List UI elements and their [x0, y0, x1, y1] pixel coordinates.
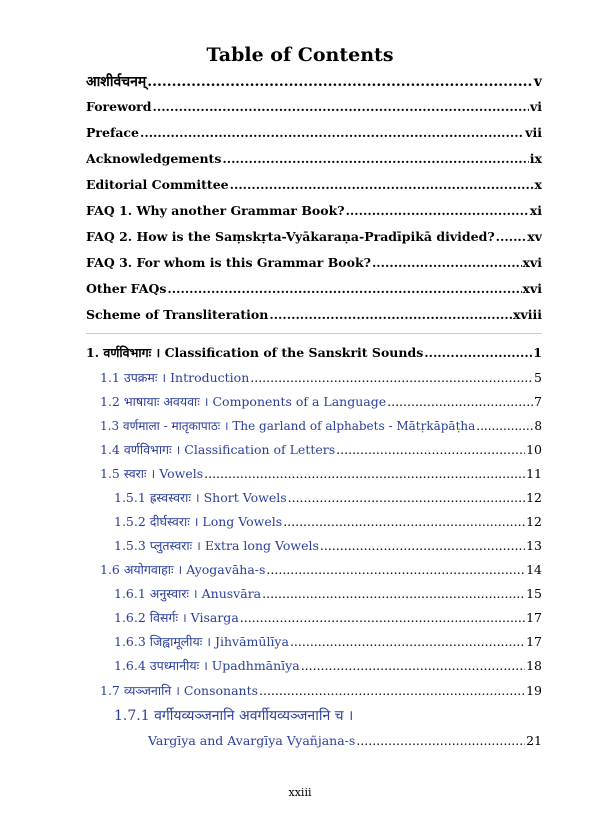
toc-entry-label: Vargīya and Avargīya Vyañjana-s: [148, 733, 356, 748]
toc-section-1-3[interactable]: [100, 417, 542, 434]
toc-section-1-4[interactable]: [100, 441, 542, 458]
toc-entry-label: 1.5.3 प्लुतस्वराः । Extra long Vowels: [114, 538, 319, 553]
toc-entry-scheme-of-transliteration[interactable]: [86, 307, 542, 322]
toc-entry-foreword[interactable]: [86, 99, 542, 114]
toc-entry-page: vi: [529, 99, 542, 114]
toc-entry-page: 13: [526, 538, 542, 553]
toc-entry-page: 19: [526, 683, 542, 698]
toc-section-1-7-1-continuation[interactable]: [148, 733, 542, 748]
leader-dots: [372, 255, 522, 270]
toc-section-1-6-3[interactable]: [114, 633, 542, 650]
toc-entry-page: 17: [526, 634, 542, 649]
toc-section-1-5-3[interactable]: [114, 537, 542, 554]
toc-entry-page: xv: [527, 229, 542, 244]
toc-chapter-1[interactable]: [86, 344, 542, 361]
toc-entry-page: 11: [526, 466, 542, 481]
toc-entry-other-faqs[interactable]: [86, 281, 542, 296]
leader-dots: [147, 74, 533, 90]
toc-entry-page: 12: [526, 490, 542, 505]
toc-entry-page: 18: [526, 658, 542, 673]
toc-entry-label: 1.5 स्वराः । Vowels: [100, 466, 204, 481]
toc-entry-label: Scheme of Transliteration: [86, 307, 269, 322]
leader-dots: [336, 442, 525, 457]
toc-entry-page: xviii: [513, 307, 542, 322]
toc-entry-label: 1.2 भाषायाः अवयवाः । Components of a Language: [100, 394, 387, 409]
toc-section-1-6[interactable]: [100, 561, 542, 578]
toc-entry-label: 1.5.2 दीर्घस्वराः । Long Vowels: [114, 514, 283, 529]
toc-entry-page: v: [533, 74, 542, 90]
leader-dots: [301, 658, 525, 673]
leader-dots: [320, 538, 525, 553]
toc-entry-page: vii: [525, 125, 542, 140]
leader-dots: [167, 281, 521, 296]
page-number: xxiii: [288, 786, 312, 799]
toc-entry-page: 10: [526, 442, 542, 457]
leader-dots: [356, 733, 525, 748]
toc-entry-faq-2[interactable]: [86, 229, 542, 244]
toc-entry-page: 21: [526, 733, 542, 748]
toc-entry-label: FAQ 3. For whom is this Grammar Book?: [86, 255, 371, 270]
toc-entry-editorial-committee[interactable]: [86, 177, 542, 192]
toc-entry-label: आशीर्वचनम्: [86, 74, 147, 90]
toc-entry-ashirvachanam[interactable]: [86, 72, 542, 91]
leader-dots: [387, 394, 533, 409]
toc-entry-label: Preface: [86, 125, 139, 140]
toc-section-1-5-2[interactable]: [114, 513, 542, 530]
toc-entry-page: xvi: [522, 281, 542, 296]
toc-section-1-6-2[interactable]: [114, 609, 542, 626]
toc-entry-faq-1[interactable]: [86, 203, 542, 218]
toc-entry-label: 1. वर्णविभागः । Classification of the Sanskrit Sounds: [86, 345, 424, 360]
toc-entry-page: 15: [526, 586, 542, 601]
toc-entry-label: 1.4 वर्णविभागः । Classification of Letters: [100, 442, 336, 457]
toc-section-1-1[interactable]: [100, 369, 542, 386]
leader-dots: [269, 307, 512, 322]
toc-entry-label: 1.6.1 अनुस्वारः । Anusvāra: [114, 586, 262, 601]
leader-dots: [283, 514, 525, 529]
leader-dots: [476, 419, 533, 433]
toc-entry-page: 14: [526, 562, 542, 577]
leader-dots: [346, 203, 529, 218]
divider: [86, 333, 542, 334]
toc-section-1-5-1[interactable]: [114, 489, 542, 506]
toc-entry-page: 7: [534, 394, 542, 409]
leader-dots: [240, 610, 525, 625]
toc-entry-acknowledgements[interactable]: [86, 151, 542, 166]
toc-entry-page: 12: [526, 514, 542, 529]
toc-entry-page: 17: [526, 610, 542, 625]
toc-entry-page: 5: [534, 370, 542, 385]
page-title: Table of Contents: [206, 44, 394, 66]
leader-dots: [204, 466, 525, 481]
toc-section-1-6-4[interactable]: [114, 657, 542, 674]
toc-entry-label: 1.3 वर्णमाला - मातृकापाठः । The garland of alphabets - Mātṛkāpāṭha: [100, 419, 476, 433]
toc-section-1-7-1[interactable]: 1.7.1 वर्गीयव्यञ्जनानि अवर्गीयव्यञ्जनानि च ।: [114, 708, 354, 724]
toc-entry-label: Foreword: [86, 99, 152, 114]
toc-entry-page: x: [534, 177, 542, 192]
toc-entry-label: 1.6 अयोगवाहाः । Ayogavāha-s: [100, 562, 266, 577]
toc-entry-label: 1.6.4 उपध्मानीयः । Upadhmānīya: [114, 658, 300, 673]
toc-entry-page: 1: [533, 345, 542, 360]
toc-entry-label: FAQ 2. How is the Saṃskṛta-Vyākaraṇa-Pradīpikā divided?: [86, 229, 495, 244]
leader-dots: [153, 99, 529, 114]
leader-dots: [262, 586, 525, 601]
toc-section-1-6-1[interactable]: [114, 585, 542, 602]
toc-entry-label: 1.6.3 जिह्वामूलीयः । Jihvāmūlīya: [114, 634, 289, 649]
toc-entry-page: xvi: [522, 255, 542, 270]
toc-entry-faq-3[interactable]: [86, 255, 542, 270]
toc-entry-label: 1.5.1 ह्रस्वस्वराः । Short Vowels: [114, 490, 287, 505]
leader-dots: [222, 151, 528, 166]
leader-dots: [496, 229, 527, 244]
toc-entry-label: Editorial Committee: [86, 177, 229, 192]
toc-entry-label: FAQ 1. Why another Grammar Book?: [86, 203, 345, 218]
leader-dots: [259, 683, 525, 698]
toc-entry-label: Acknowledgements: [86, 151, 222, 166]
toc-entry-page: ix: [529, 151, 542, 166]
toc-entry-page: 8: [534, 419, 542, 433]
toc-entry-label: 1.1 उपक्रमः । Introduction: [100, 370, 250, 385]
leader-dots: [230, 177, 534, 192]
toc-entry-preface[interactable]: [86, 125, 542, 140]
toc-entry-label: 1.6.2 विसर्गः । Visarga: [114, 610, 239, 625]
toc-entry-label: Other FAQs: [86, 281, 167, 296]
leader-dots: [424, 345, 532, 360]
toc-section-1-7[interactable]: [100, 682, 542, 699]
leader-dots: [290, 634, 525, 649]
leader-dots: [250, 370, 533, 385]
toc-section-1-2[interactable]: [100, 393, 542, 410]
toc-entry-label: 1.7 व्यञ्जनानि । Consonants: [100, 683, 259, 698]
leader-dots: [266, 562, 525, 577]
leader-dots: [288, 490, 525, 505]
toc-section-1-5[interactable]: [100, 465, 542, 482]
leader-dots: [140, 125, 524, 140]
toc-entry-page: xi: [529, 203, 542, 218]
